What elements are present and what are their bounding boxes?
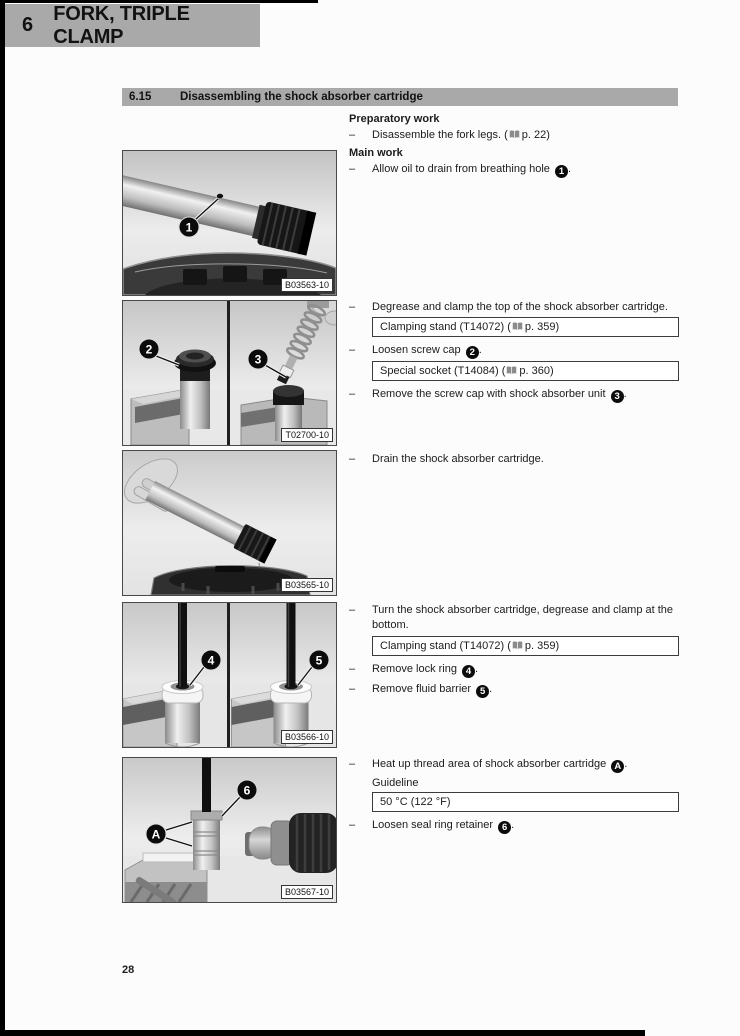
figure-drain-cartridge [122,450,337,596]
step-remove-lock-ring: – Remove lock ring 4 . [349,663,479,677]
figure-marker-6: 6 [243,783,251,798]
figure-label: B03567-10 [281,885,333,899]
marker-6: 6 [498,821,511,834]
marker-3: 3 [611,390,624,403]
step-degrease-clamp-top: – Degrease and clamp the top of the shock absorber cartridge. [349,301,668,313]
guideline-label: Guideline [372,777,419,789]
figure-marker-1: 1 [185,220,193,235]
figure-label: B03566-10 [281,730,333,744]
clamp-top-block [349,300,679,407]
chapter-number: 6 [22,14,33,36]
step-loosen-screw-cap: – Loosen screw cap 2 . [349,343,482,358]
figure-marker-2: 2 [145,342,153,357]
marker-A: A [611,760,624,773]
figure-marker-A: A [151,827,161,842]
step-allow-oil-drain: – Allow oil to drain from breathing hole 1 . [349,162,572,177]
figure-label: T02700-10 [281,428,333,442]
book-icon [512,641,523,650]
clamp-bottom-block [349,603,679,702]
tool-box-clamping-stand-1: Clamping stand (T14072) ( p. 359) [372,317,679,337]
step-remove-fluid-barrier: – Remove fluid barrier 5 . [349,683,493,697]
step-disassemble-fork-legs: – Disassemble the fork legs. ( p. 22) [349,128,550,141]
chapter-header [5,4,260,47]
figure-marker-4: 4 [207,653,215,668]
book-icon [506,366,517,375]
main-heading: Main work [349,147,403,159]
step-loosen-seal-ring-retainer: – Loosen seal ring retainer 6 . [349,818,515,833]
section-header [122,88,678,106]
figure-marker-5: 5 [315,653,323,668]
figure-label: B03565-10 [281,578,333,592]
marker-2: 2 [466,346,479,359]
step-remove-screw-cap: – Remove the screw cap with shock absorber unit 3 . [349,387,627,402]
main-work-block [349,146,679,182]
figure-marker-3: 3 [254,352,262,367]
step-turn-clamp-bottom: – Turn the shock absorber cartridge, degrease and clamp at the bottom. [349,604,674,631]
chapter-title: FORK, TRIPLE CLAMP [53,2,190,48]
section-number: 6.15 [129,91,152,103]
preparatory-work-block [349,112,679,146]
scan-edge-bottom [0,1030,645,1036]
figure-lock-ring-fluid-barrier [122,602,337,748]
prep-heading: Preparatory work [349,113,440,125]
book-icon [512,322,523,331]
figure-label: B03563-10 [281,278,333,292]
spec-box-temperature: 50 °C (122 °F) [372,792,679,812]
scan-edge-left [0,0,5,1036]
page-number: 28 [122,964,135,976]
tool-box-special-socket: Special socket (T14084) ( p. 360) [372,361,679,381]
figure-heat-seal-ring-retainer [122,757,337,903]
tool-box-clamping-stand-2: Clamping stand (T14072) ( p. 359) [372,636,679,656]
book-icon [509,130,520,139]
heat-thread-block [349,757,679,838]
section-title: Disassembling the shock absorber cartridge [180,91,423,103]
marker-5: 5 [476,685,489,698]
marker-4: 4 [462,665,475,678]
step-heat-thread-area: – Heat up thread area of shock absorber cartridge A . [349,758,628,772]
marker-1: 1 [555,165,568,178]
step-drain-cartridge: – Drain the shock absorber cartridge. [349,453,544,465]
figure-breathing-hole [122,150,337,296]
drain-block [349,452,679,471]
figure-screw-cap [122,300,337,446]
